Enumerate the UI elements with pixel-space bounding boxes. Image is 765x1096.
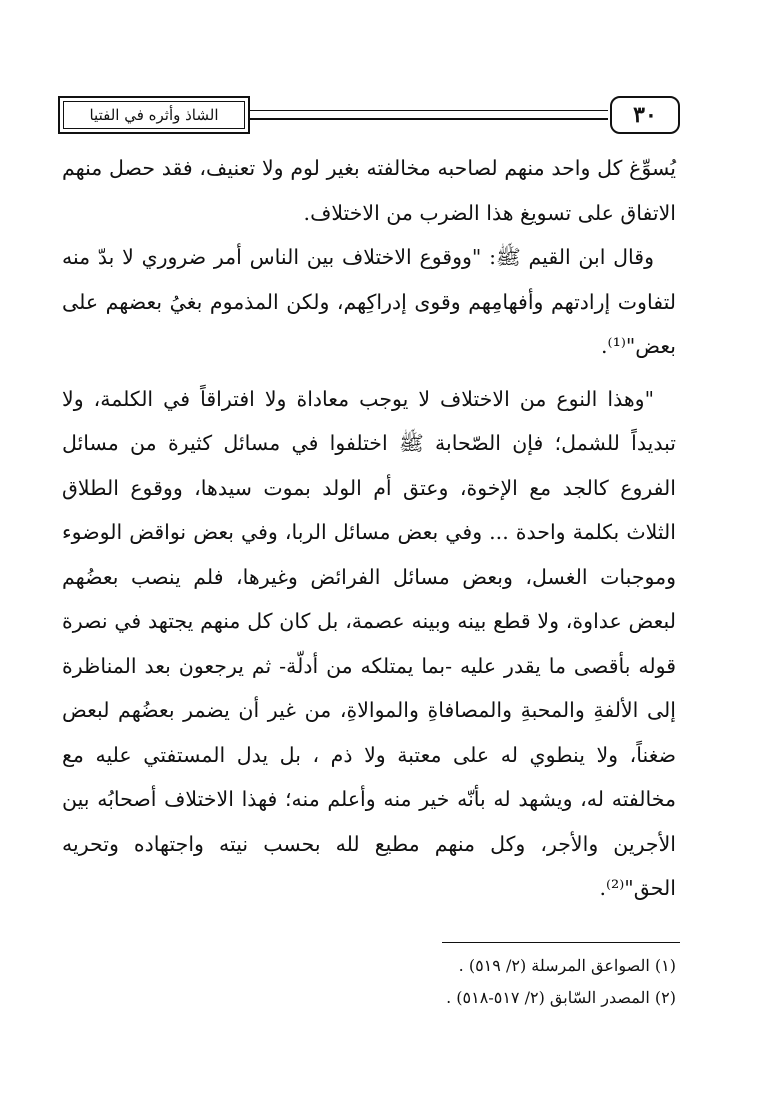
running-header: [58, 96, 680, 134]
footnote-1: (١) الصواعق المرسلة (٢/ ٥١٩) .: [458, 956, 676, 975]
paragraph-1: يُسوِّغ كل واحد منهم لصاحبه مخالفته بغير لوم ولا تعنيف، فقد حصل منهم الاتفاق على تسويغ هذا الضرب من الاختلاف.: [62, 156, 676, 225]
footnotes: [62, 950, 676, 1014]
paragraph-2: وقال ابن القيم ﷺ: "ووقوع الاختلاف بين الناس أمر ضروري لا بدّ منه لتفاوت إرادتهم وأفهامِهم وقوى إدراكِهم، ولكن المذموم بغيُ بعضهم على بعض"⁽¹⁾.: [62, 245, 676, 358]
book-title-box: [58, 96, 250, 134]
main-text: [62, 146, 676, 911]
page-number: ٣٠: [610, 96, 680, 134]
paragraph-3: "وهذا النوع من الاختلاف لا يوجب معاداة ولا افتراقاً في الكلمة، ولا تبديداً للشمل؛ فإن الصّحابة ﷺ اختلفوا في مسائل كثيرة من مسائل الفروع كالجد مع الإخوة، وعتق أم الولد بموت سيدها، ووقوع الطلاق الثلاث بكلمة واحدة ... وفي بعض مسائل الربا، وفي بعض نواقض الوضوء وموجبات الغسل، وبعض مسائل الفرائض وغيرها، فلم ينصب بعضُهم لبعض عداوة، ولا قطع بينه وبينه عصمة، بل كان كل منهم يجتهد في نصرة قوله بأقصى ما يقدر عليه -بما يمتلكه من أدلّة- ثم يرجعون بعد المناظرة إلى الألفةِ والمحبةِ والمصافاةِ والموالاةِ، من غير أن يضمر بعضُهم لبعض ضغناً، ولا ينطوي له على معتبة ولا ذم ، بل يدل المستفتي عليه مع مخالفته له، ويشهد له بأنّه خير منه وأعلم منه؛ فهذا الاختلاف أصحابُه بين الأجرين والأجر، وكل منهم مطيع لله بحسب نيته واجتهاده وتحريه الحق"⁽²⁾.: [62, 386, 676, 900]
footnote-2: (٢) المصدر السّابق (٢/ ٥١٧-٥١٨) .: [446, 988, 676, 1007]
footnote-separator: [442, 942, 680, 943]
header-rule: [248, 110, 608, 120]
book-title: الشاذ وأثره في الفتيا: [89, 106, 219, 124]
